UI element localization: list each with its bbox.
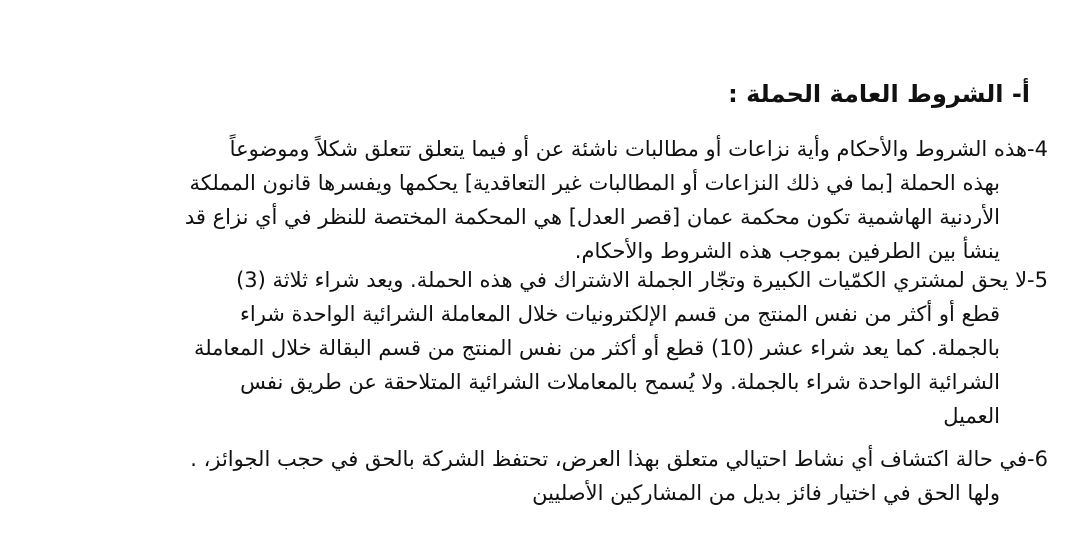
- clause-5-line-3: بالجملة. كما يعد شراء عشر (10) قطع أو أكثر من نفس المنتج من قسم البقالة خلال المعاملة: [193, 336, 1000, 360]
- clause-4-line-1-text: هذه الشروط والأحكام وأية نزاعات أو مطالبات ناشئة عن أو فيما يتعلق تتعلق شكلاً وموضوعاً: [229, 137, 1028, 161]
- clause-6-line-1: [48, 442, 1048, 476]
- clause-5-line-4: الشرائية الواحدة شراء بالجملة. ولا يُسمح بالمعاملات الشرائية المتلاحقة عن طريق نفس: [240, 370, 1000, 394]
- clause-5-line-1: [48, 263, 1048, 297]
- clause-5: [48, 263, 1048, 433]
- clause-5-line-2: قطع أو أكثر من نفس المنتج من قسم الإلكترونيات خلال المعاملة الشرائية الواحدة شراء: [239, 302, 1000, 326]
- clause-4-line-2: بهذه الحملة [بما في ذلك النزاعات أو المطالبات غير التعاقدية] يحكمها ويفسرها قانون المملكة: [189, 171, 1000, 195]
- clause-4-line-4: ينشأ بين الطرفين بموجب هذه الشروط والأحكام.: [574, 239, 1000, 263]
- clause-5-line-5: العميل: [943, 404, 1000, 428]
- clause-6-line-1-text: في حالة اكتشاف أي نشاط احتيالي متعلق بهذا العرض، تحتفظ الشركة بالحق في حجب الجوائز، .: [190, 447, 1028, 471]
- clause-6-line-2: ولها الحق في اختيار فائز بديل من المشاركين الأصليين: [532, 481, 1000, 505]
- clause-4-line-1: [48, 132, 1048, 166]
- section-heading: أ- الشروط العامة الحملة :: [728, 80, 1030, 108]
- clause-5-line-1-text: لا يحق لمشتري الكمّيات الكبيرة وتجّار الجملة الاشتراك في هذه الحملة. ويعد شراء ثلاثة (3): [236, 268, 1028, 292]
- clause-4: [48, 132, 1048, 268]
- clause-6: [48, 442, 1048, 510]
- clause-5-number: 5-: [1027, 268, 1048, 292]
- clause-4-line-3: الأردنية الهاشمية تكون محكمة عمان [قصر العدل] هي المحكمة المختصة للنظر في أي نزاع قد: [184, 205, 1000, 229]
- clause-6-number: 6-: [1027, 447, 1048, 471]
- clause-4-number: 4-: [1027, 137, 1048, 161]
